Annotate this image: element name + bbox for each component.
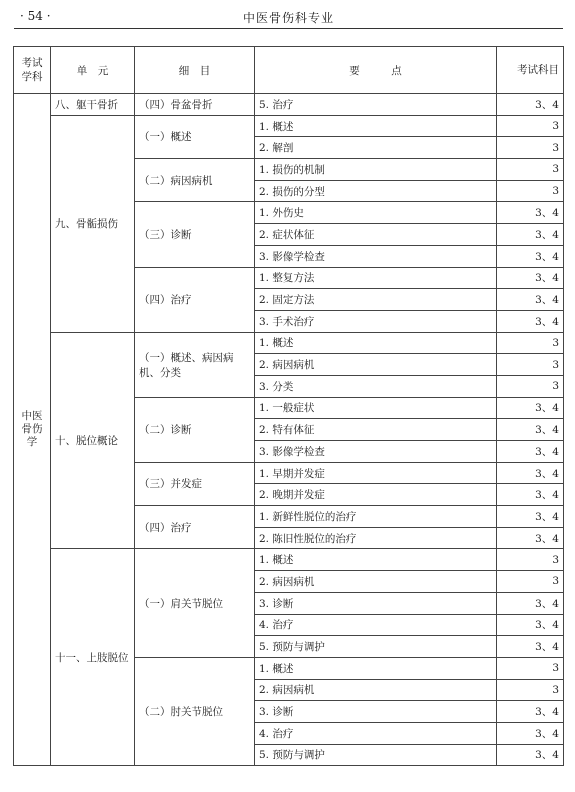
level-cell: 3、4 <box>497 245 564 267</box>
level-cell: 3 <box>497 679 564 701</box>
point-cell: 2. 特有体征 <box>255 419 497 441</box>
point-cell: 3. 影像学检查 <box>255 245 497 267</box>
item-cell: （三）并发症 <box>135 462 255 505</box>
point-cell: 3. 手术治疗 <box>255 310 497 332</box>
point-cell: 2. 陈旧性脱位的治疗 <box>255 527 497 549</box>
point-cell: 4. 治疗 <box>255 722 497 744</box>
point-cell: 1. 概述 <box>255 332 497 354</box>
point-cell: 2. 病因病机 <box>255 679 497 701</box>
point-cell: 2. 症状体征 <box>255 224 497 246</box>
item-cell: （四）治疗 <box>135 506 255 549</box>
point-cell: 1. 早期并发症 <box>255 462 497 484</box>
syllabus-table <box>13 46 564 766</box>
point-cell: 5. 预防与调护 <box>255 636 497 658</box>
point-cell: 3. 分类 <box>255 375 497 397</box>
level-cell: 3 <box>497 375 564 397</box>
level-cell: 3 <box>497 137 564 159</box>
header-unit: 单 元 <box>51 47 135 94</box>
table-header-row <box>14 47 564 94</box>
item-cell: （一）肩关节脱位 <box>135 549 255 657</box>
unit-cell: 十一、上肢脱位 <box>51 549 135 766</box>
point-cell: 1. 概述 <box>255 657 497 679</box>
point-cell: 2. 损伤的分型 <box>255 180 497 202</box>
level-cell: 3 <box>497 571 564 593</box>
item-cell: （一）概述、病因病机、分类 <box>135 332 255 397</box>
point-cell: 5. 预防与调护 <box>255 744 497 766</box>
level-cell: 3、4 <box>497 484 564 506</box>
level-cell: 3、4 <box>497 397 564 419</box>
item-cell: （二）病因病机 <box>135 159 255 202</box>
point-cell: 2. 固定方法 <box>255 289 497 311</box>
header-point: 要 点 <box>255 47 497 94</box>
header-subject: 考试学科 <box>14 47 51 94</box>
level-cell: 3、4 <box>497 202 564 224</box>
item-cell: （一）概述 <box>135 115 255 158</box>
table-row <box>14 549 564 571</box>
point-cell: 1. 新鲜性脱位的治疗 <box>255 506 497 528</box>
level-cell: 3、4 <box>497 289 564 311</box>
item-cell: （四）骨盆骨折 <box>135 94 255 116</box>
level-cell: 3、4 <box>497 419 564 441</box>
point-cell: 3. 诊断 <box>255 701 497 723</box>
level-cell: 3、4 <box>497 267 564 289</box>
point-cell: 2. 解剖 <box>255 137 497 159</box>
point-cell: 1. 一般症状 <box>255 397 497 419</box>
page-header <box>14 6 563 29</box>
point-cell: 1. 整复方法 <box>255 267 497 289</box>
level-cell: 3 <box>497 354 564 376</box>
table-row <box>14 115 564 137</box>
subject-cell: 中医骨伤学 <box>14 94 51 766</box>
point-cell: 2. 病因病机 <box>255 354 497 376</box>
level-cell: 3 <box>497 332 564 354</box>
point-cell: 5. 治疗 <box>255 94 497 116</box>
level-cell: 3、4 <box>497 614 564 636</box>
level-cell: 3、4 <box>497 224 564 246</box>
item-cell: （二）诊断 <box>135 397 255 462</box>
level-cell: 3、4 <box>497 636 564 658</box>
level-cell: 3、4 <box>497 744 564 766</box>
point-cell: 1. 损伤的机制 <box>255 159 497 181</box>
page-number: · 54 · <box>20 9 51 23</box>
level-cell: 3、4 <box>497 701 564 723</box>
level-cell: 3、4 <box>497 441 564 463</box>
header-item: 细 目 <box>135 47 255 94</box>
level-cell: 3、4 <box>497 527 564 549</box>
point-cell: 3. 诊断 <box>255 592 497 614</box>
unit-cell: 八、躯干骨折 <box>51 94 135 116</box>
header-level: 考试科目 <box>497 47 564 94</box>
point-cell: 1. 外伤史 <box>255 202 497 224</box>
level-cell: 3 <box>497 549 564 571</box>
point-cell: 2. 病因病机 <box>255 571 497 593</box>
level-cell: 3、4 <box>497 592 564 614</box>
table-row <box>14 332 564 354</box>
unit-cell: 十、脱位概论 <box>51 332 135 549</box>
level-cell: 3、4 <box>497 310 564 332</box>
level-cell: 3 <box>497 180 564 202</box>
item-cell: （四）治疗 <box>135 267 255 332</box>
point-cell: 1. 概述 <box>255 115 497 137</box>
level-cell: 3、4 <box>497 94 564 116</box>
level-cell: 3、4 <box>497 506 564 528</box>
level-cell: 3 <box>497 115 564 137</box>
level-cell: 3、4 <box>497 462 564 484</box>
running-title: 中医骨伤科专业 <box>242 11 334 25</box>
point-cell: 4. 治疗 <box>255 614 497 636</box>
level-cell: 3 <box>497 159 564 181</box>
table-row <box>14 94 564 116</box>
item-cell: （三）诊断 <box>135 202 255 267</box>
item-cell: （二）肘关节脱位 <box>135 657 255 765</box>
point-cell: 2. 晚期并发症 <box>255 484 497 506</box>
point-cell: 1. 概述 <box>255 549 497 571</box>
level-cell: 3、4 <box>497 722 564 744</box>
level-cell: 3 <box>497 657 564 679</box>
point-cell: 3. 影像学检查 <box>255 441 497 463</box>
unit-cell: 九、骨骺损伤 <box>51 115 135 332</box>
